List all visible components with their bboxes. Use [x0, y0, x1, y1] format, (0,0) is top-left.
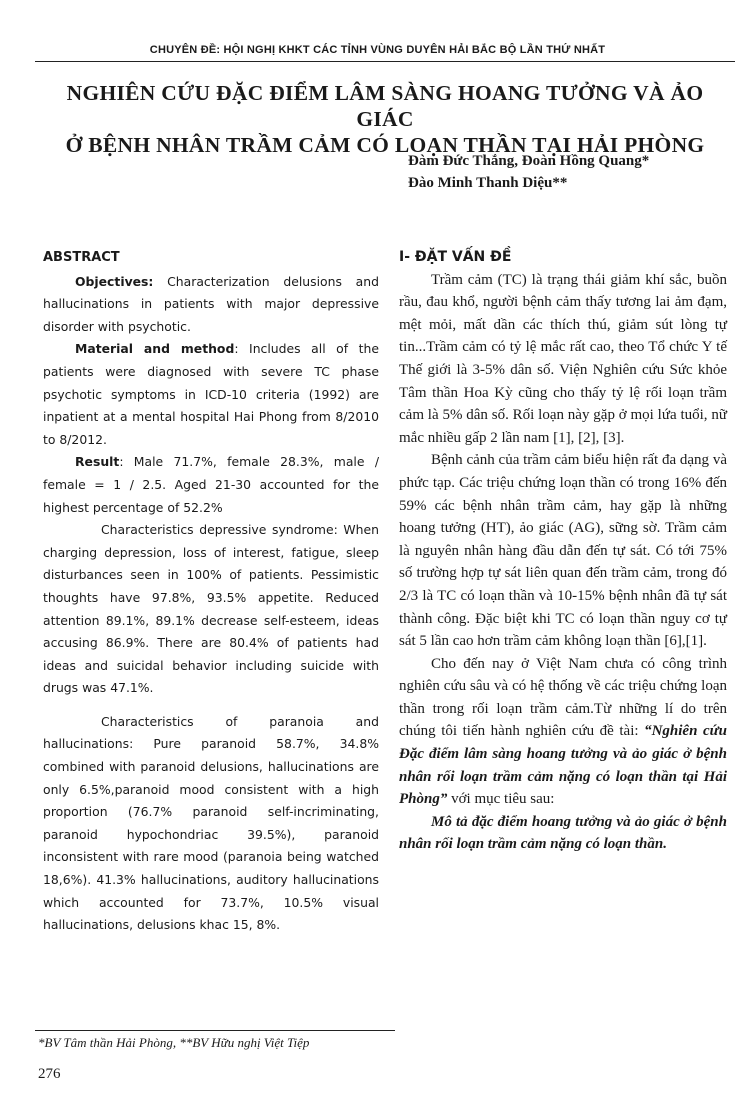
method-text: : Includes all of the patients were diagnosed with severe TC phase psychotic symptoms in ICD-10 criteria (1992) are inpatient at a mental hospital Hai Phong from 8/2010 to 8/2012.: [43, 341, 379, 447]
study-objective: Mô tả đặc điểm hoang tưởng và ảo giác ở bệnh nhân rối loạn trầm cảm nặng có loạn thần.: [399, 813, 727, 853]
running-header: CHUYÊN ĐỀ: HỘI NGHỊ KHKT CÁC TỈNH VÙNG DUYÊN HẢI BẮC BỘ LẦN THỨ NHẤT: [149, 44, 606, 56]
paper-title: [40, 80, 730, 158]
abstract-objectives: [43, 271, 379, 339]
result-label: Result: [75, 454, 120, 470]
header-rule: [35, 61, 735, 62]
title-line-2: Ở BỆNH NHÂN TRẦM CẢM CÓ LOẠN THẦN TẠI HẢI PHÒNG: [65, 133, 705, 157]
abstract-method: [43, 338, 379, 451]
intro-paragraph-3: [399, 653, 727, 811]
page-number: 276: [38, 1066, 61, 1082]
footnote-rule: [35, 1030, 395, 1031]
intro-heading: I- ĐẶT VẤN ĐỀ: [399, 249, 512, 265]
author-list: [408, 150, 748, 194]
footnote: *BV Tâm thần Hải Phòng, **BV Hữu nghị Việt Tiệp: [38, 1035, 310, 1050]
abstract-depressive-paragraph: Characteristics depressive syndrome: When charging depression, loss of interest, fatigue, sleep disturbances seen in 100% of patients. Pessimistic thoughts have 97.8%, 93.5% appetite. Reduced attention 89.1%, 89.1% decrease self-esteem, ideas accusing 86.9%. There are 80.4% of patients had ideas and suicidal behavior including suicide with drugs was 47.1%.: [43, 522, 379, 696]
authors-line-2: Đào Minh Thanh Diệu**: [408, 175, 568, 191]
intro-column: [399, 246, 727, 856]
objectives-label: Objectives:: [75, 273, 154, 289]
intro-paragraph-2: Bệnh cảnh của trầm cảm biểu hiện rất đa dạng và phức tạp. Các triệu chứng loạn thần có trong 16% đến 59% các bệnh nhân trầm cảm, hay gặp là những hoang tưởng (HT), ảo giác (AG), sững sờ. Trầm cảm là nguyên nhân hàng đầu dẫn đến tự sát. Có tới 75% số trường hợp tự sát liên quan đến trầm cảm, trong đó 2/3 là TC có loạn thần và 10-15% bệnh nhân đã tự sát thành công. Đặc biệt khi TC có loạn thần nguy cơ tự sát 5 lần cao hơn trầm cảm không loạn thần [6],[1].: [399, 452, 727, 650]
p3-text: Cho đến nay ở Việt Nam chưa có công trình nghiên cứu sâu và có hệ thống về các triệu chứng loạn thần trong rối loạn trầm cảm.Từ những lí do trên chúng tôi tiến hành nghiên cứu đề tài:: [399, 655, 727, 740]
result-text: : Male 71.7%, female 28.3%, male / female = 1 / 2.5. Aged 21-30 accounted for the highest percentage of 52.2%: [43, 454, 379, 515]
abstract-result: [43, 451, 379, 519]
abstract-heading: ABSTRACT: [43, 250, 120, 265]
study-topic: “Nghiên cứu Đặc điểm lâm sàng hoang tưởng và ảo giác ở bệnh nhân rối loạn trầm cảm nặng có loạn thần tại Hải Phòng”: [399, 723, 727, 808]
intro-paragraph-1: Trầm cảm (TC) là trạng thái giảm khí sắc, buồn rầu, đau khổ, người bệnh cảm thấy tương lai ảm đạm, mệt mỏi, mất dần các thích thú, giảm sút lòng tự tin...Trầm cảm có tỷ lệ mắc rất cao, theo Tổ chức Y tế Thế giới là 3-5% dân số. Viện Nghiên cứu Sức khỏe Tâm thần Hoa Kỳ cũng cho thấy tỷ lệ rối loạn trầm cảm là 5% dân số. Rối loạn này gặp ở mọi lứa tuổi, nữ mắc nhiều gấp 2 lần nam [1], [2], [3].: [399, 271, 727, 446]
abstract-paranoia-paragraph: Characteristics of paranoia and hallucinations: Pure paranoid 58.7%, 34.8% combined with paranoid delusions, hallucinations are only 6.5%,paranoid mood consistent with a high proportion (76.7% paranoid self-incriminating, paranoid hypochondriac 39.5%), paranoid inconsistent with rare mood (paranoia being watched 18,6%). 41.3% hallucinations, auditory hallucinations which accounted for 73.7%, 10.5% visual hallucinations, delusions khac 15, 8%.: [43, 713, 379, 933]
method-label: Material and method: [75, 341, 235, 357]
title-line-1: NGHIÊN CỨU ĐẶC ĐIỂM LÂM SÀNG HOANG TƯỞNG VÀ ẢO GIÁC: [66, 81, 704, 131]
p3-end: với mục tiêu sau:: [447, 791, 555, 808]
objectives-text: Characterization delusions and hallucinations in patients with major depressive disorder with psychotic.: [43, 273, 379, 334]
authors-line-1: Đàm Đức Thắng, Đoàn Hồng Quang*: [408, 153, 650, 169]
abstract-column: [43, 247, 379, 937]
